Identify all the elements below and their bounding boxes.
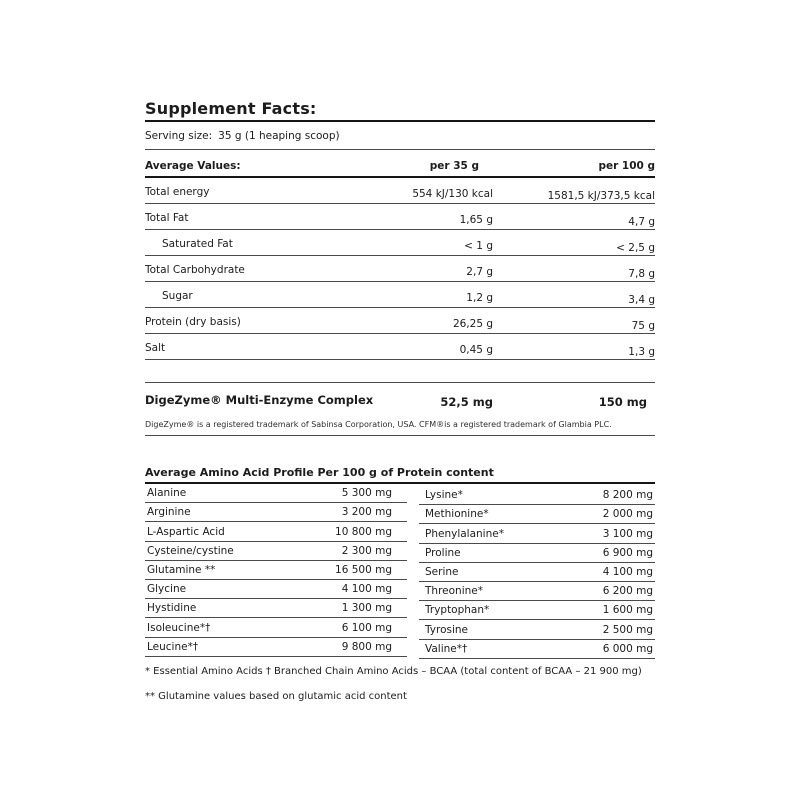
trademark-note: DigeZyme® is a registered trademark of Sabinsa Corporation, USA. CFM®is a registered trademark of Glambia PLC. — [145, 420, 655, 436]
value-per-100g: 7,8 g — [628, 268, 655, 280]
amino-table-row — [145, 503, 655, 522]
serving-size-value: 35 g (1 heaping scoop) — [218, 130, 340, 142]
amino-value: 1 300 mg — [341, 602, 392, 615]
amino-value: 2 500 mg — [602, 623, 653, 636]
amino-table-row — [145, 599, 655, 618]
amino-right-cell — [419, 524, 655, 543]
amino-right-cell — [419, 563, 655, 582]
nutrient-name: Total Carbohydrate — [145, 264, 245, 276]
amino-name: Alanine — [147, 487, 187, 500]
amino-table-row — [145, 561, 655, 580]
amino-name: Phenylalanine* — [425, 527, 504, 540]
amino-value: 2 000 mg — [602, 508, 653, 521]
serving-size-label: Serving size: — [145, 130, 213, 142]
amino-name: Lysine* — [425, 489, 463, 502]
amino-table-title: Average Amino Acid Profile Per 100 g of Protein content — [145, 466, 655, 484]
table-row — [145, 308, 655, 334]
value-per-100g: 3,4 g — [628, 294, 655, 306]
amino-value: 6 200 mg — [602, 585, 653, 598]
table-row — [145, 334, 655, 360]
nutrient-name: Saturated Fat — [162, 238, 233, 250]
footnote-bcaa: * Essential Amino Acids † Branched Chain Amino Acids – BCAA (total content of BCAA – 21 900 mg) — [145, 665, 642, 677]
value-per-100g: 75 g — [631, 320, 655, 332]
page-title: Supplement Facts: — [145, 100, 655, 122]
amino-name: Tyrosine — [425, 623, 469, 636]
amino-name: Leucine*† — [147, 640, 199, 653]
amino-table-row — [145, 522, 655, 541]
amino-name: Isoleucine*† — [147, 621, 211, 634]
amino-value: 2 300 mg — [341, 544, 392, 557]
amino-name: L-Aspartic Acid — [147, 525, 225, 538]
amino-name: Glutamine ** — [147, 563, 216, 576]
amino-left-cell — [145, 503, 407, 522]
amino-left-cell — [145, 542, 407, 561]
enzyme-complex-name: DigeZyme® Multi-Enzyme Complex — [145, 393, 374, 407]
amino-value: 3 200 mg — [341, 506, 392, 519]
amino-table-row — [145, 580, 655, 599]
table-row — [145, 282, 655, 308]
value-per-35g: < 1 g — [464, 240, 493, 252]
column-header-per-35g: per 35 g — [429, 160, 479, 172]
section-divider — [145, 360, 655, 383]
amino-left-cell — [145, 599, 407, 618]
amino-name: Arginine — [147, 506, 191, 519]
amino-left-cell — [145, 522, 407, 541]
enzyme-value-per-100g: 150 mg — [598, 395, 647, 409]
nutrient-name: Protein (dry basis) — [145, 316, 241, 328]
amino-right-cell — [419, 544, 655, 563]
serving-size-row — [145, 130, 655, 150]
amino-name: Proline — [425, 546, 461, 559]
value-per-100g: 4,7 g — [628, 216, 655, 228]
amino-value: 16 500 mg — [335, 563, 392, 576]
value-per-35g: 1,65 g — [459, 214, 493, 226]
amino-name: Glycine — [147, 583, 187, 596]
amino-value: 6 900 mg — [602, 546, 653, 559]
nutrient-name: Sugar — [162, 290, 193, 302]
amino-name: Cysteine/cystine — [147, 544, 234, 557]
enzyme-complex-row — [145, 383, 655, 418]
amino-right-cell — [419, 601, 655, 620]
value-per-100g: 1,3 g — [628, 346, 655, 358]
amino-right-cell — [419, 640, 655, 659]
amino-name: Serine — [425, 565, 459, 578]
amino-right-cell — [419, 620, 655, 639]
value-per-35g: 0,45 g — [459, 344, 493, 356]
amino-right-cell — [419, 505, 655, 524]
table-row — [145, 178, 655, 204]
amino-left-cell — [145, 561, 407, 580]
table-row — [145, 204, 655, 230]
nutrition-table-body — [145, 178, 655, 360]
amino-name: Threonine* — [425, 585, 483, 598]
amino-left-cell — [145, 484, 407, 503]
value-per-100g: < 2,5 g — [616, 242, 655, 254]
amino-value: 9 800 mg — [341, 640, 392, 653]
amino-left-cell — [145, 618, 407, 637]
amino-value: 1 600 mg — [602, 604, 653, 617]
amino-name: Methionine* — [425, 508, 489, 521]
column-header-per-100g: per 100 g — [598, 160, 655, 172]
amino-table-body — [145, 484, 655, 657]
amino-left-cell — [145, 580, 407, 599]
amino-value: 5 300 mg — [341, 487, 392, 500]
amino-table-row — [145, 542, 655, 561]
amino-value: 4 100 mg — [602, 565, 653, 578]
amino-value: 6 100 mg — [341, 621, 392, 634]
table-row — [145, 256, 655, 282]
amino-name: Tryptophan* — [425, 604, 490, 617]
value-per-35g: 554 kJ/130 kcal — [412, 188, 493, 200]
amino-value: 10 800 mg — [335, 525, 392, 538]
nutrition-table-header — [145, 160, 655, 178]
enzyme-value-per-35g: 52,5 mg — [440, 395, 493, 409]
amino-value: 8 200 mg — [602, 489, 653, 502]
nutrient-name: Salt — [145, 342, 166, 354]
amino-table-row — [145, 638, 655, 657]
amino-name: Hystidine — [147, 602, 197, 615]
amino-table-row — [145, 618, 655, 637]
amino-table-row — [145, 484, 655, 503]
value-per-35g: 2,7 g — [466, 266, 493, 278]
amino-left-cell — [145, 638, 407, 657]
nutrient-name: Total Fat — [145, 212, 189, 224]
column-header-name: Average Values: — [145, 160, 241, 172]
amino-value: 4 100 mg — [341, 583, 392, 596]
amino-right-cell — [419, 486, 655, 505]
footnote-glutamine: ** Glutamine values based on glutamic acid content — [145, 690, 407, 702]
value-per-35g: 26,25 g — [452, 318, 493, 330]
amino-value: 3 100 mg — [602, 527, 653, 540]
amino-name: Valine*† — [425, 642, 468, 655]
amino-value: 6 000 mg — [602, 642, 653, 655]
value-per-100g: 1581,5 kJ/373,5 kcal — [547, 190, 655, 202]
table-row — [145, 230, 655, 256]
value-per-35g: 1,2 g — [466, 292, 493, 304]
amino-right-cell — [419, 582, 655, 601]
label-document — [145, 100, 655, 703]
nutrient-name: Total energy — [145, 186, 210, 198]
